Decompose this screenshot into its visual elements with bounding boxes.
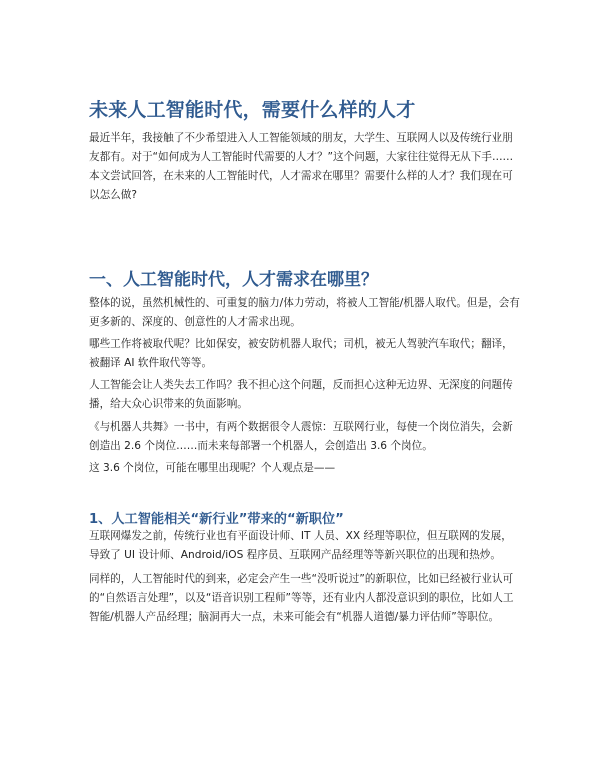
section-1-paragraph-4: 《与机器人共舞》一书中，有两个数据很令人震惊：互联网行业，每使一个岗位消失，会新创造出 2.6 个岗位……而未来每部署一个机器人，会创造出 3.6 个岗位。 bbox=[89, 421, 513, 452]
subsection-1-paragraph-2: 同样的，人工智能时代的到来，必定会产生一些“没听说过”的新职位，比如已经被行业认可的“自然语言处理”，以及“语音识别工程师”等等，还有业内人都没意识到的职位，比如人工智能/机器人产品经理；脑洞再大一点，未来可能会有“机器人道德/暴力评估师”等职位。 bbox=[89, 573, 514, 623]
subsection-1-paragraph-1: 互联网爆发之前，传统行业也有平面设计师、IT 人员、XX 经理等职位，但互联网的发展，导致了 UI 设计师、Android/iOS 程序员、互联网产品经理等等新兴职位的出现和热炒。 bbox=[89, 530, 512, 561]
section-1-paragraph-3: 人工智能会让人类失去工作吗？我不担心这个问题，反而担心这种无边界、无深度的问题传播，给大众心识带来的负面影响。 bbox=[89, 379, 513, 410]
intro-paragraph: 最近半年，我接触了不少希望进入人工智能领域的朋友，大学生、互联网人以及传统行业朋友都有。对于“如何成为人工智能时代需要的人才？”这个问题，大家往往觉得无从下手……本文尝试回答，在未来的人工智能时代，人才需求在哪里？需要什么样的人才？我们现在可以怎么做? bbox=[89, 132, 514, 201]
section-1-paragraph-1: 整体的说，虽然机械性的、可重复的脑力/体力劳动，将被人工智能/机器人取代。但是，会有更多新的、深度的、创意性的人才需求出现。 bbox=[89, 297, 520, 328]
document-title: 未来人工智能时代，需要什么样的人才 bbox=[89, 99, 416, 121]
section-1-paragraph-5: 这 3.6 个岗位，可能在哪里出现呢？个人观点是—— bbox=[89, 462, 336, 474]
section-1-heading: 一、人工智能时代，人才需求在哪里？ bbox=[89, 270, 378, 290]
subsection-1-heading: 1、人工智能相关“新行业”带来的“新职位” bbox=[89, 512, 344, 527]
section-1-paragraph-2: 哪些工作将被取代呢？比如保安，被安防机器人取代；司机，被无人驾驶汽车取代；翻译，被翻译 AI 软件取代等等。 bbox=[89, 338, 513, 369]
